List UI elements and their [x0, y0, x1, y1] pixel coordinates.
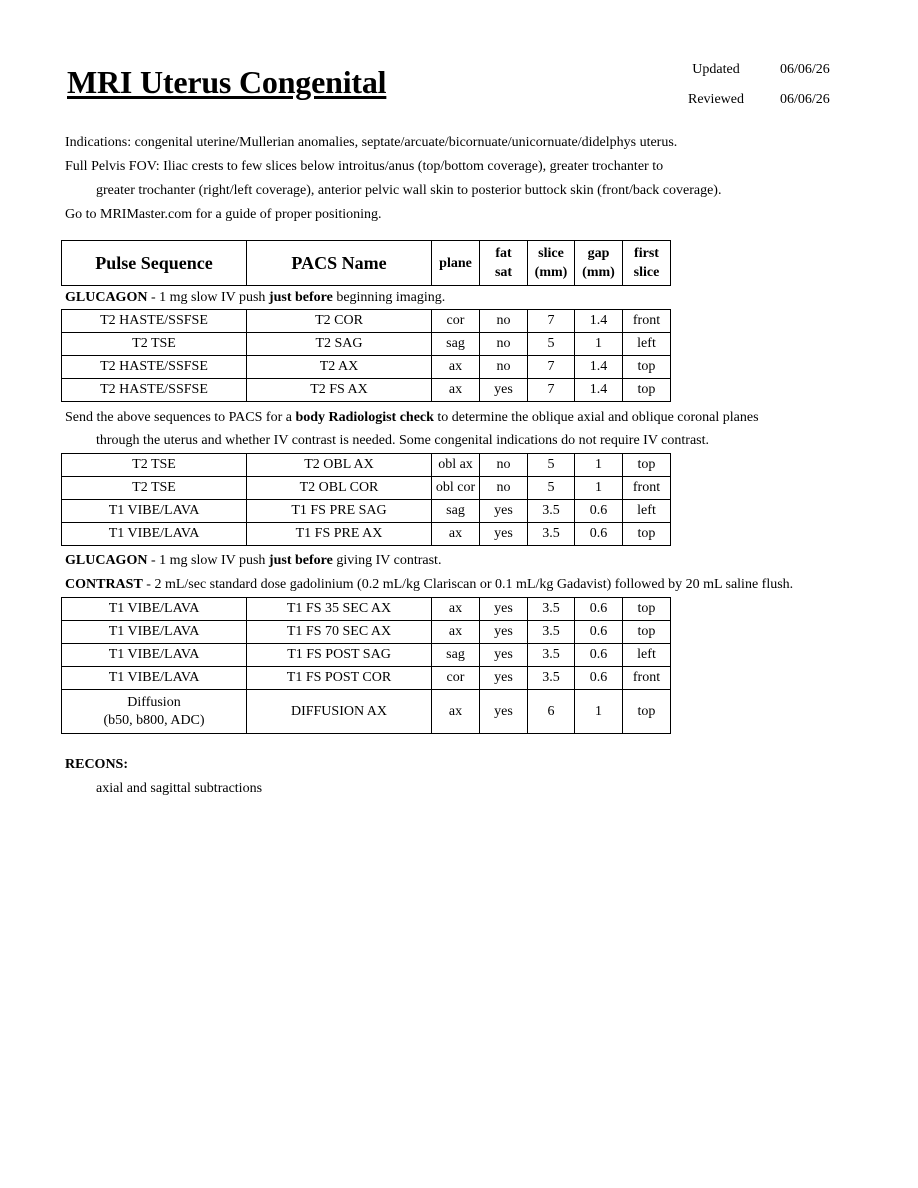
cell-pacs: T1 FS POST COR: [247, 667, 432, 690]
cell-first-slice: top: [623, 356, 671, 379]
table-row: [62, 598, 671, 621]
cell-first-slice: front: [623, 310, 671, 333]
table-row: [62, 333, 671, 356]
cell-first-slice: top: [623, 598, 671, 621]
cell-sequence: T2 TSE: [62, 454, 247, 477]
indications-text: Indications: congenital uterine/Mullerian anomalies, septate/arcuate/bicornuate/unicornuate/didelphys uterus.: [65, 135, 678, 150]
cell-fat-sat: yes: [480, 690, 528, 734]
cell-sequence: T2 HASTE/SSFSE: [62, 310, 247, 333]
cell-sequence: T1 VIBE/LAVA: [62, 523, 247, 546]
cell-gap: 1: [575, 454, 623, 477]
cell-plane: obl cor: [432, 477, 480, 500]
sequence-table-group2: [61, 453, 671, 546]
cell-sequence: T1 VIBE/LAVA: [62, 644, 247, 667]
sequence-table-group3: [61, 597, 671, 734]
reviewed-label: Reviewed: [688, 92, 744, 107]
cell-slice: 5: [528, 477, 575, 500]
cell-gap: 0.6: [575, 523, 623, 546]
cell-slice: 5: [528, 333, 575, 356]
cell-sequence: T2 TSE: [62, 477, 247, 500]
cell-sequence: T2 TSE: [62, 333, 247, 356]
cell-sequence: T1 VIBE/LAVA: [62, 621, 247, 644]
cell-sequence: T2 HASTE/SSFSE: [62, 379, 247, 402]
cell-fat-sat: yes: [480, 523, 528, 546]
radiologist-check-note-line2: through the uterus and whether IV contrast is needed. Some congenital indications do not require IV contrast.: [96, 433, 709, 448]
cell-fat-sat: yes: [480, 500, 528, 523]
cell-pacs: T1 FS PRE SAG: [247, 500, 432, 523]
header-first-slice: first slice: [623, 241, 671, 286]
cell-pacs: T1 FS 70 SEC AX: [247, 621, 432, 644]
cell-fat-sat: yes: [480, 667, 528, 690]
table-row: [62, 500, 671, 523]
cell-fat-sat: yes: [480, 598, 528, 621]
table-row: [62, 523, 671, 546]
table-row: [62, 310, 671, 333]
fov-text-line1: Full Pelvis FOV: Iliac crests to few slices below introitus/anus (top/bottom coverage), greater trochanter to: [65, 159, 664, 174]
cell-pacs: T1 FS 35 SEC AX: [247, 598, 432, 621]
cell-fat-sat: yes: [480, 621, 528, 644]
cell-fat-sat: no: [480, 310, 528, 333]
header-plane: plane: [432, 241, 480, 286]
cell-pacs: T2 COR: [247, 310, 432, 333]
cell-plane: cor: [432, 667, 480, 690]
cell-first-slice: left: [623, 333, 671, 356]
cell-fat-sat: no: [480, 333, 528, 356]
cell-slice: 5: [528, 454, 575, 477]
cell-sequence: T1 VIBE/LAVA: [62, 667, 247, 690]
cell-slice: 7: [528, 310, 575, 333]
cell-pacs: T1 FS POST SAG: [247, 644, 432, 667]
recons-text: axial and sagittal subtractions: [96, 781, 263, 796]
header-fat-sat: fat sat: [480, 241, 528, 286]
cell-sequence: Diffusion (b50, b800, ADC): [62, 690, 247, 734]
cell-gap: 1: [575, 690, 623, 734]
cell-gap: 1.4: [575, 379, 623, 402]
cell-plane: obl ax: [432, 454, 480, 477]
cell-slice: 3.5: [528, 621, 575, 644]
cell-pacs: DIFFUSION AX: [247, 690, 432, 734]
cell-first-slice: front: [623, 477, 671, 500]
cell-gap: 1: [575, 333, 623, 356]
cell-fat-sat: yes: [480, 379, 528, 402]
cell-plane: ax: [432, 621, 480, 644]
cell-gap: 0.6: [575, 598, 623, 621]
recons-label: RECONS:: [65, 757, 129, 772]
sequence-table-group1: [61, 309, 671, 402]
guide-text: Go to MRIMaster.com for a guide of proper positioning.: [65, 207, 382, 222]
protocol-table-header: [61, 240, 671, 286]
cell-slice: 3.5: [528, 598, 575, 621]
updated-date: 06/06/26: [780, 62, 830, 77]
cell-sequence: T2 HASTE/SSFSE: [62, 356, 247, 379]
cell-plane: sag: [432, 333, 480, 356]
cell-fat-sat: no: [480, 356, 528, 379]
cell-first-slice: top: [623, 621, 671, 644]
cell-fat-sat: no: [480, 477, 528, 500]
cell-gap: 1.4: [575, 310, 623, 333]
cell-pacs: T2 FS AX: [247, 379, 432, 402]
reviewed-date: 06/06/26: [780, 92, 830, 107]
cell-plane: sag: [432, 500, 480, 523]
cell-first-slice: top: [623, 379, 671, 402]
cell-plane: ax: [432, 356, 480, 379]
cell-gap: 0.6: [575, 644, 623, 667]
cell-plane: ax: [432, 690, 480, 734]
updated-label: Updated: [692, 62, 740, 77]
cell-slice: 7: [528, 379, 575, 402]
contrast-note: CONTRAST - 2 mL/sec standard dose gadolinium (0.2 mL/kg Clariscan or 0.1 mL/kg Gadavist) followed by 20 mL saline flush.: [65, 577, 794, 592]
cell-gap: 0.6: [575, 667, 623, 690]
cell-slice: 3.5: [528, 523, 575, 546]
cell-first-slice: front: [623, 667, 671, 690]
cell-gap: 0.6: [575, 500, 623, 523]
cell-plane: ax: [432, 523, 480, 546]
cell-gap: 1: [575, 477, 623, 500]
table-row: [62, 356, 671, 379]
cell-slice: 3.5: [528, 500, 575, 523]
cell-fat-sat: yes: [480, 644, 528, 667]
cell-first-slice: top: [623, 454, 671, 477]
table-row: [62, 621, 671, 644]
cell-slice: 6: [528, 690, 575, 734]
table-row: [62, 690, 671, 734]
header-pulse-sequence: Pulse Sequence: [62, 241, 247, 286]
cell-pacs: T2 OBL AX: [247, 454, 432, 477]
table-row: [62, 454, 671, 477]
radiologist-check-note: Send the above sequences to PACS for a body Radiologist check to determine the oblique axial and oblique coronal planes: [65, 410, 759, 425]
page-title: MRI Uterus Congenital: [67, 64, 387, 100]
cell-first-slice: top: [623, 523, 671, 546]
cell-slice: 3.5: [528, 667, 575, 690]
fov-text-line2: greater trochanter (right/left coverage), anterior pelvic wall skin to posterior buttock skin (front/back coverage).: [96, 183, 722, 198]
cell-plane: sag: [432, 644, 480, 667]
cell-plane: ax: [432, 379, 480, 402]
cell-sequence: T1 VIBE/LAVA: [62, 500, 247, 523]
cell-fat-sat: no: [480, 454, 528, 477]
header-slice: slice (mm): [528, 241, 575, 286]
cell-plane: ax: [432, 598, 480, 621]
cell-gap: 1.4: [575, 356, 623, 379]
header-pacs-name: PACS Name: [247, 241, 432, 286]
glucagon-note-1: GLUCAGON - 1 mg slow IV push just before beginning imaging.: [65, 290, 446, 305]
cell-first-slice: left: [623, 644, 671, 667]
table-row: [62, 667, 671, 690]
table-row: [62, 379, 671, 402]
cell-pacs: T2 SAG: [247, 333, 432, 356]
header-gap: gap (mm): [575, 241, 623, 286]
cell-pacs: T2 AX: [247, 356, 432, 379]
cell-pacs: T1 FS PRE AX: [247, 523, 432, 546]
glucagon-note-2: GLUCAGON - 1 mg slow IV push just before giving IV contrast.: [65, 553, 442, 568]
table-row: [62, 477, 671, 500]
cell-slice: 3.5: [528, 644, 575, 667]
cell-pacs: T2 OBL COR: [247, 477, 432, 500]
cell-sequence: T1 VIBE/LAVA: [62, 598, 247, 621]
cell-plane: cor: [432, 310, 480, 333]
cell-gap: 0.6: [575, 621, 623, 644]
cell-first-slice: left: [623, 500, 671, 523]
cell-slice: 7: [528, 356, 575, 379]
table-row: [62, 644, 671, 667]
cell-first-slice: top: [623, 690, 671, 734]
